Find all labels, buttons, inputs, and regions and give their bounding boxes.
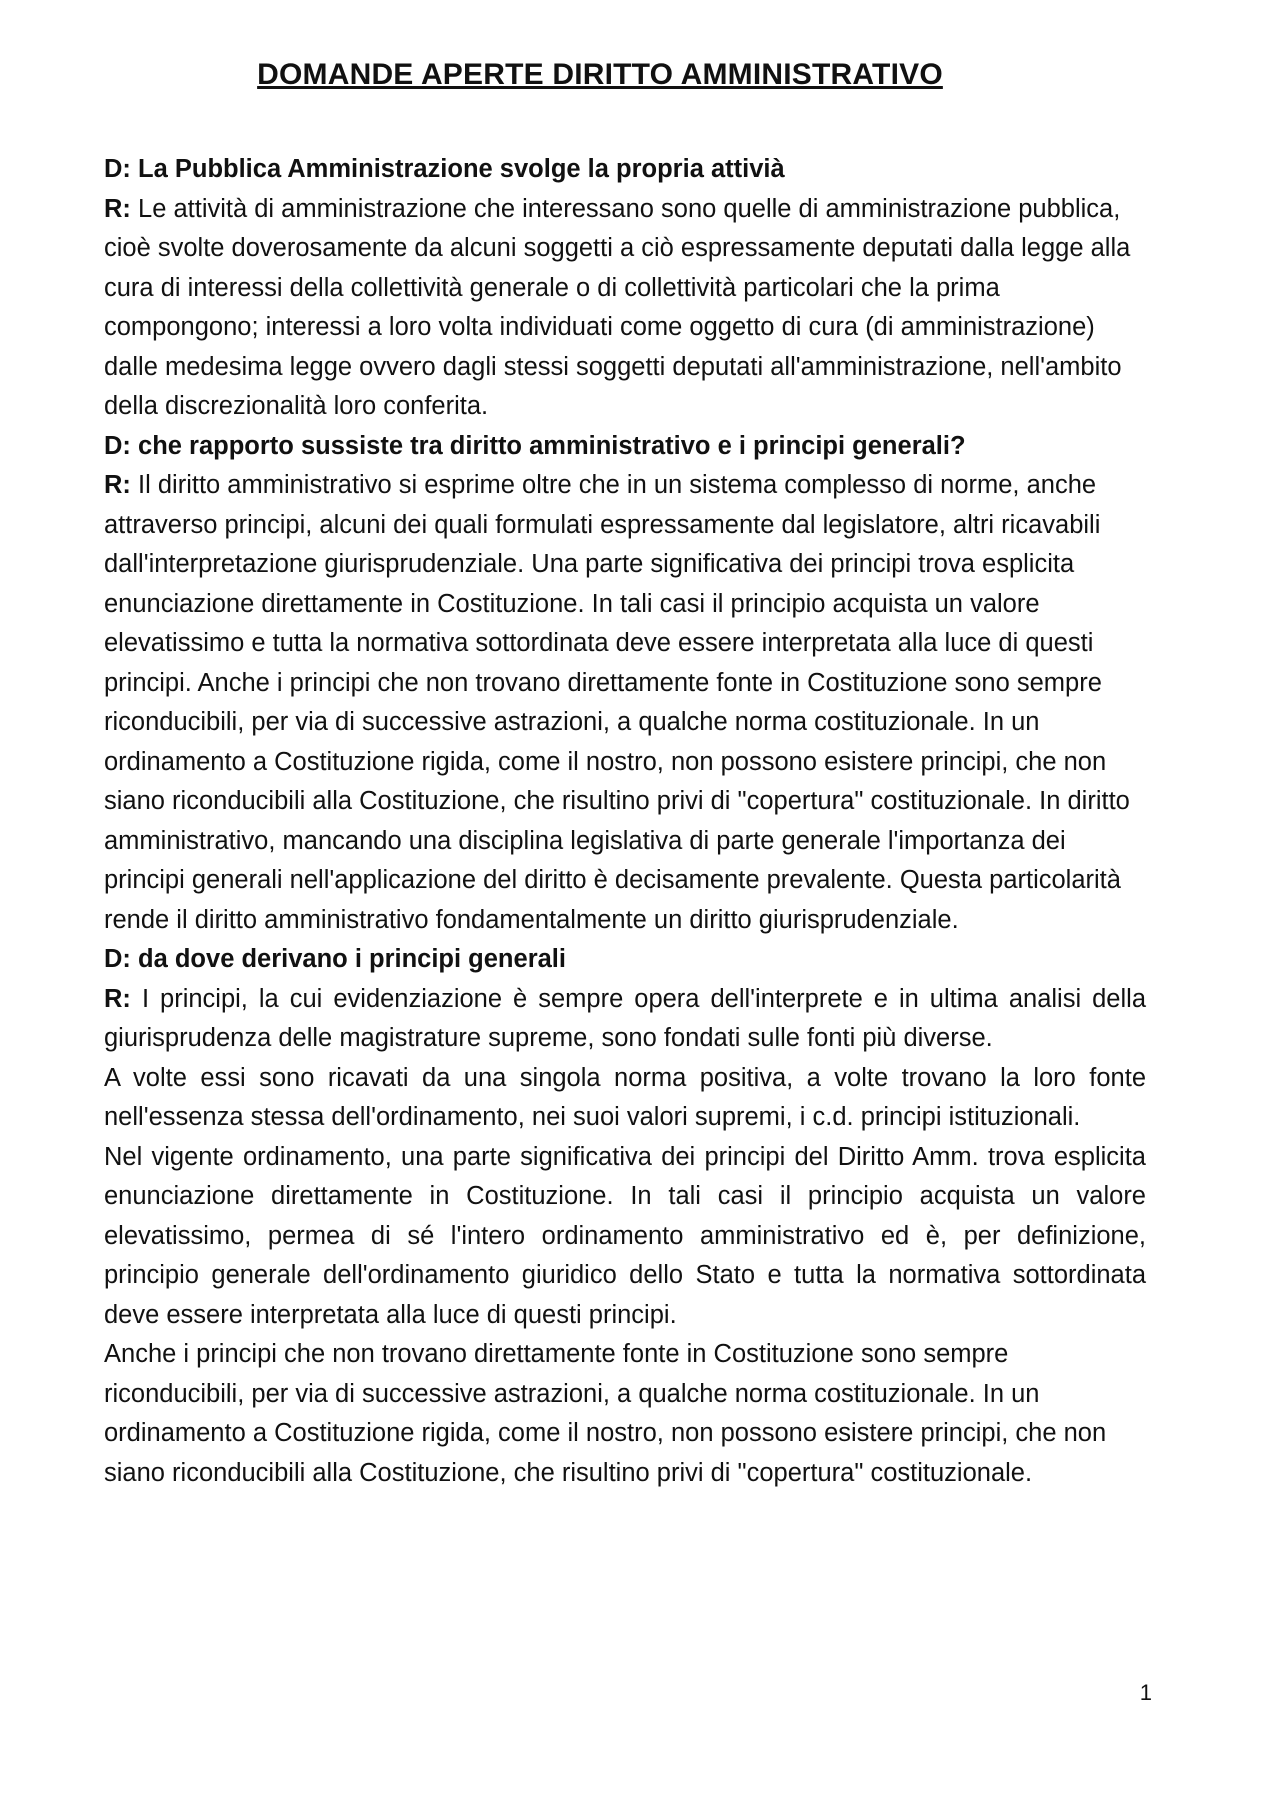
answer-text: I principi, la cui evidenziazione è sempre opera dell'interprete e in ultima analisi della giurisprudenza delle magistrature supreme, sono fondati sulle fonti più diverse.: [104, 984, 1147, 1052]
page-number: 1: [1139, 1680, 1152, 1705]
question-2: [104, 427, 1146, 467]
question-label: D:: [104, 431, 131, 460]
answer-text: Le attività di amministrazione che interessano sono quelle di amministrazione pubblica, cioè svolte doverosamente da alcuni soggetti a ciò espressamente deputati dalla legge alla cura di interessi della collettività generale o di collettività particolari che la prima compongono; interessi a loro volta individuati come oggetto di cura (di amministrazione) dalle medesima legge ovvero dagli stessi soggetti deputati all'amministrazione, nell'ambito della discrezionalità loro conferita.: [104, 194, 1131, 420]
question-1: [104, 150, 1146, 190]
answer-label: R:: [104, 984, 131, 1013]
answer-label: R:: [104, 471, 131, 499]
answer-label: R:: [104, 194, 131, 223]
answer-text: Il diritto amministrativo si esprime oltre che in un sistema complesso di norme, anche attraverso principi, alcuni dei quali formulati espressamente dal legislatore, altri ricavabili dall'interpretazione giurisprudenziale. Una parte significativa dei principi trova esplicita enunciazione direttamente in Costituzione. In tali casi il principio acquista un valore elevatissimo e tutta la normativa sottordinata deve essere interpretata alla luce di questi principi. Anche i principi che non trovano direttamente fonte in Costituzione sono sempre riconducibili, per via di successive astrazioni, a qualche norma costituzionale. In un ordinamento a Costituzione rigida, come il nostro, non possono esistere principi, che non siano riconducibili alla Costituzione, che risultino privi di "copertura" costituzionale. In diritto amministrativo, mancando una disciplina legislativa di parte generale l'importanza dei principi generali nell'applicazione del diritto è decisamente prevalente. Questa particolarità rende il diritto amministrativo fondamentalmente un diritto giurisprudenziale.: [104, 471, 1130, 934]
question-3: [104, 940, 1146, 980]
answer-1: [104, 190, 1146, 427]
question-text: da dove derivano i principi generali: [138, 945, 566, 973]
question-label: D:: [104, 945, 131, 973]
answer-2: [104, 466, 1146, 940]
question-label: D:: [104, 155, 131, 183]
answer-3-paragraph-4: Anche i principi che non trovano direttamente fonte in Costituzione sono sempre riconducibili, per via di successive astrazioni, a qualche norma costituzionale. In un ordinamento a Costituzione rigida, come il nostro, non possono esistere principi, che non siano riconducibili alla Costituzione, che risultino privi di "copertura" costituzionale.: [104, 1340, 1107, 1487]
document-body: [104, 150, 1146, 1493]
answer-3: [104, 980, 1146, 1059]
document-title: DOMANDE APERTE DIRITTO AMMINISTRATIVO: [257, 58, 943, 91]
question-text: che rapporto sussiste tra diritto amministrativo e i principi generali?: [138, 431, 966, 460]
question-text: La Pubblica Amministrazione svolge la propria attivià: [138, 155, 785, 183]
answer-3-paragraph-3: Nel vigente ordinamento, una parte significativa dei principi del Diritto Amm. trova esplicita enunciazione direttamente in Costituzione. In tali casi il principio acquista un valore elevatissimo, permea di sé l'intero ordinamento amministrativo ed è, per definizione, principio generale dell'ordinamento giuridico dello Stato e tutta la normativa sottordinata deve essere interpretata alla luce di questi principi.: [104, 1142, 1146, 1329]
answer-3-paragraph-2: A volte essi sono ricavati da una singola norma positiva, a volte trovano la loro fonte nell'essenza stessa dell'ordinamento, nei suoi valori supremi, i c.d. principi istituzionali.: [104, 1063, 1146, 1131]
